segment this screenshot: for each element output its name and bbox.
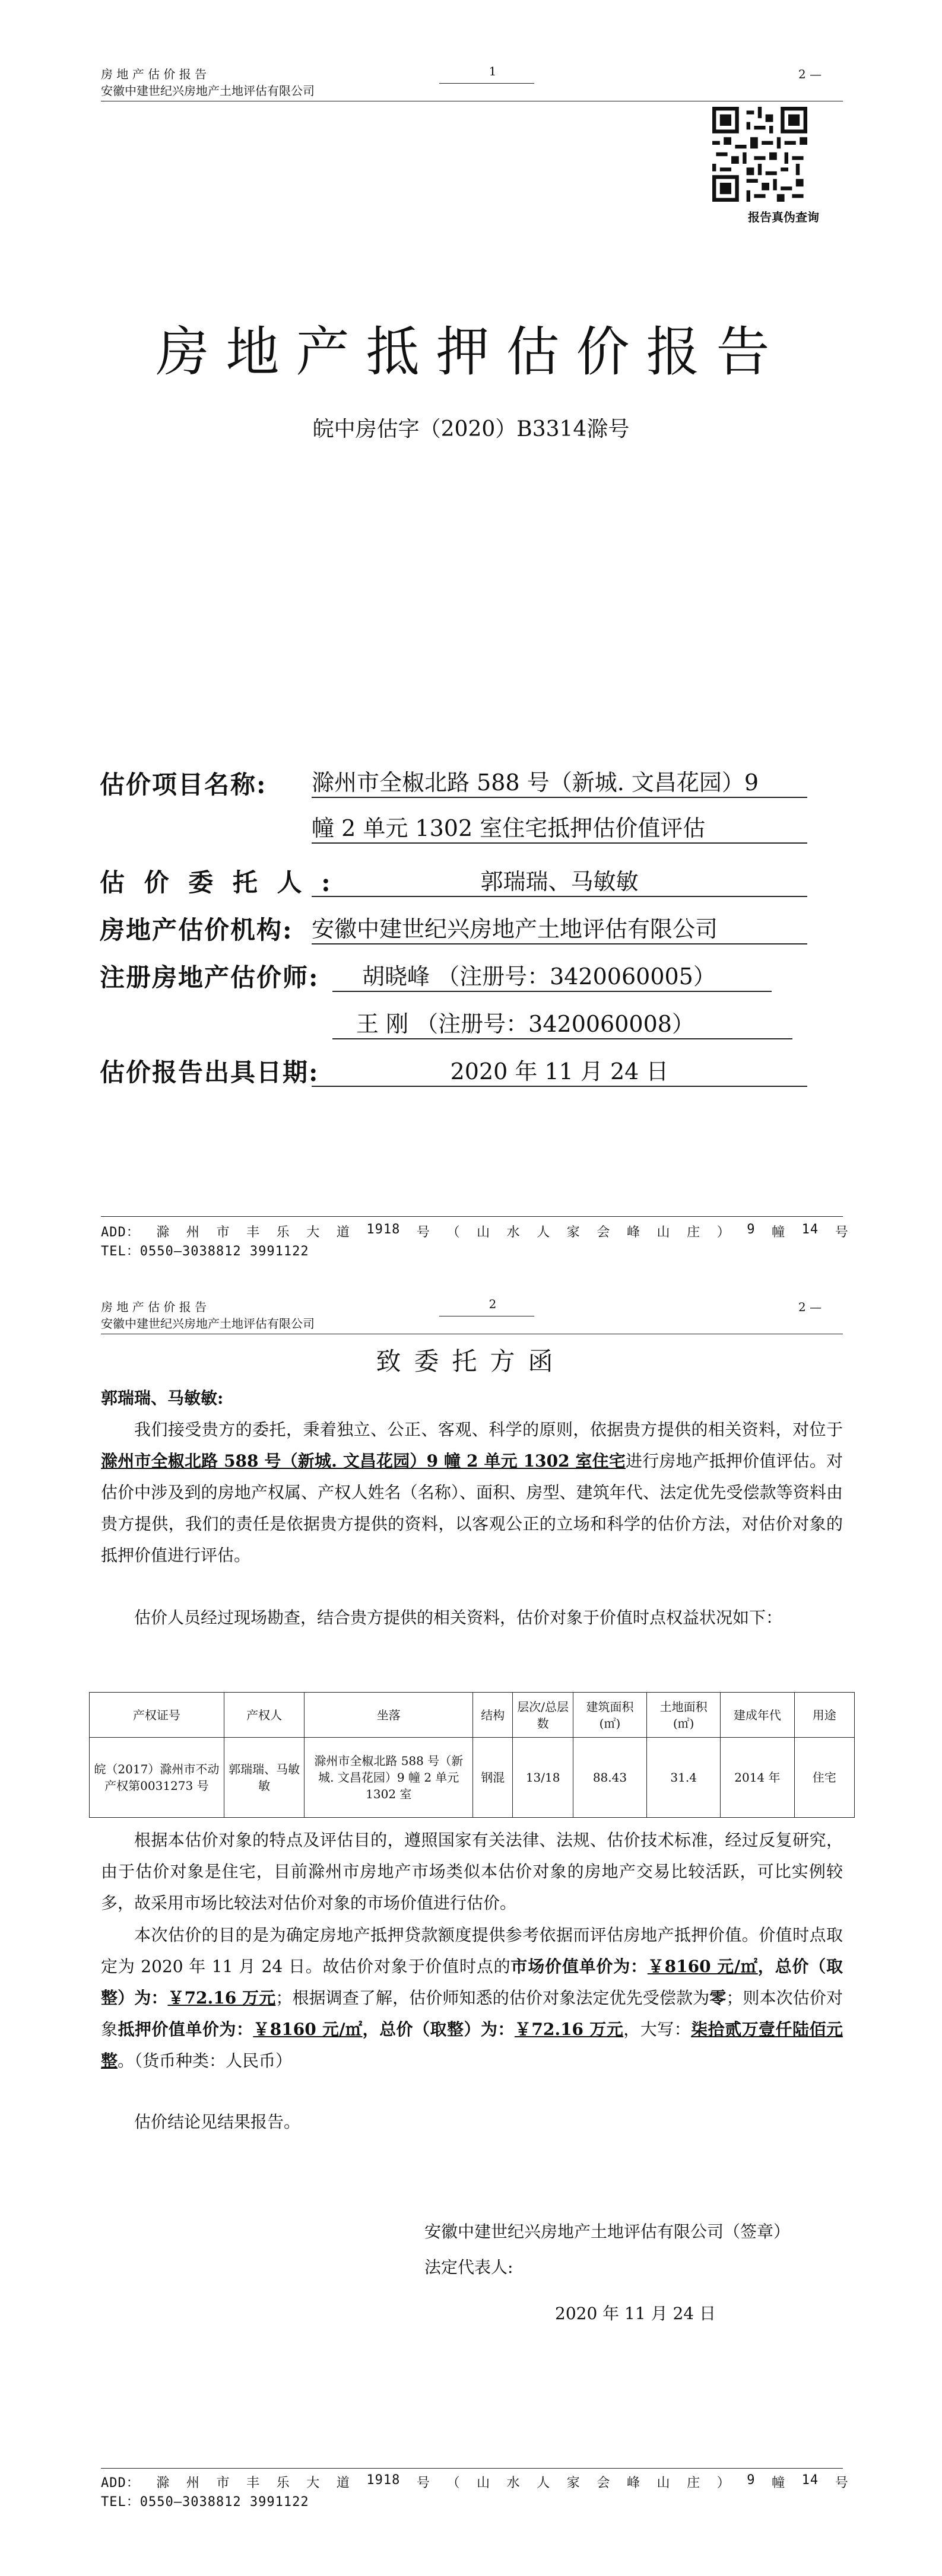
- table-header: 土地面积(㎡): [647, 1693, 721, 1738]
- footer-rule: [101, 2468, 843, 2469]
- table-cell: 钢混: [473, 1738, 513, 1818]
- table-header: 建筑面积(㎡): [573, 1693, 646, 1738]
- salutation: 郭瑞瑞、马敏敏:: [101, 1388, 224, 1408]
- table-row: [90, 1738, 855, 1818]
- page-total: 2 —: [798, 67, 822, 81]
- table-cell: 2014 年: [721, 1738, 794, 1818]
- table-cell: 皖（2017）滁州市不动产权第0031273 号: [90, 1738, 224, 1818]
- header-company: 安徽中建世纪兴房地产土地评估有限公司: [101, 84, 315, 98]
- market-total-label: ，总价（取整）为：: [101, 1957, 843, 2008]
- table-cell: 郭瑞瑞、马敏敏: [224, 1738, 305, 1818]
- addr-part: 丰: [246, 2476, 261, 2491]
- addr-part: 会: [597, 1225, 611, 1240]
- issue-date-value: 2020 年 11 月 24 日: [312, 1053, 807, 1087]
- addr-part: 道: [336, 1225, 350, 1240]
- agency-label: 房地产估价机构:: [100, 915, 293, 944]
- addr-part: 9: [747, 2473, 756, 2488]
- addr-part: 庄: [687, 1225, 701, 1240]
- addr-part: 山: [656, 1225, 671, 1240]
- footer-address: [101, 2473, 849, 2491]
- footer-address: [101, 1222, 849, 1241]
- appraiser-1: 胡晓峰 （注册号：3420060005）: [332, 958, 772, 992]
- table-header-row: [90, 1693, 855, 1738]
- addr-part: 市: [216, 1225, 230, 1240]
- addr-part: 幢: [772, 1225, 786, 1240]
- signature-date: 2020 年 11 月 24 日: [555, 2304, 716, 2323]
- addr-part: 大: [306, 2476, 321, 2491]
- market-unit-label: 市场价值单价为：: [510, 1957, 648, 1976]
- para4-text: ；则本次估价对象: [101, 1988, 843, 2039]
- priority-claims-value: 零: [709, 1988, 727, 2008]
- para1-text-rest: 进行房地产抵押价值评估。对估价中涉及到的房地产权属、产权人姓名（名称）、面积、房型、建筑年代、法定优先受偿款等资料由贵方提供，我们的责任是依据贵方提供的资料，以客观公正的立场和科学的估价方法，对估价对象的抵押价值进行评估。: [101, 1451, 843, 1565]
- addr-part: 州: [186, 2476, 200, 2491]
- footer-rule: [101, 1216, 843, 1217]
- table-header: 用途: [794, 1693, 855, 1738]
- amount-in-words: 柒拾贰万壹仟陆佰元整: [101, 2020, 843, 2071]
- signature-company: 安徽中建世纪兴房地产土地评估有限公司（签章）: [424, 2222, 791, 2241]
- header-title: 房 地 产 估 价 报 告: [101, 1300, 207, 1314]
- addr-part: 道: [336, 2476, 350, 2491]
- addr-part: 乐: [276, 1225, 290, 1240]
- addr-part: 峰: [626, 2476, 640, 2491]
- addr-part: 人: [537, 1225, 551, 1240]
- issue-date-label: 估价报告出具日期:: [100, 1058, 319, 1087]
- table-header: 产权人: [224, 1693, 305, 1738]
- paragraph-3: 根据本估价对象的特点及评估目的，遵照国家有关法律、法规、估价技术标准，经过反复研究，由于估价对象是住宅，目前滁州市房地产市场类似本估价对象的房地产交易比较活跃，可比实例较多，故采用市场比较法对估价对象的市场价值进行估价。: [101, 1830, 843, 1913]
- addr-part: 号: [835, 1225, 849, 1240]
- addr-part: 1918: [366, 1222, 401, 1237]
- header-title: 房 地 产 估 价 报 告: [101, 67, 207, 81]
- addr-part: 人: [537, 2476, 551, 2491]
- addr-part: 峰: [626, 1225, 640, 1240]
- table-header: 层次/总层数: [513, 1693, 573, 1738]
- addr-part: 14: [801, 2473, 819, 2488]
- addr-part: ）: [716, 1225, 731, 1240]
- footer-tel: TEL：0550—3038812 3991122: [101, 1244, 309, 1259]
- para4-text: 本次估价的目的是为确定房地产抵押贷款额度提供参考依据而评估房地产抵押价值。价值时点取定为 2020 年 11 月 24 日。故估价对象于价值时点的: [101, 1925, 843, 1976]
- project-value-line2: 幢 2 单元 1302 室住宅抵押估价值评估: [312, 810, 807, 844]
- addr-part: 9: [747, 1222, 756, 1237]
- page-total: 2 —: [798, 1300, 822, 1314]
- addr-part: 滁: [156, 1225, 170, 1240]
- addr-part: 大: [306, 1225, 321, 1240]
- page-number: 1: [489, 64, 497, 78]
- addr-part: 家: [566, 2476, 581, 2491]
- addr-part: ADD：: [101, 1225, 140, 1240]
- addr-part: 家: [566, 1225, 581, 1240]
- project-label: 估价项目名称:: [100, 770, 267, 799]
- para4-text: 。（货币种类：人民币）: [118, 2051, 293, 2071]
- addr-part: 山: [656, 2476, 671, 2491]
- mortgage-total-label: ，总价（取整）为：: [362, 2020, 515, 2039]
- mortgage-unit-value: ￥8160 元/㎡: [253, 2020, 363, 2039]
- addr-part: 山: [477, 1225, 491, 1240]
- para1-text: 我们接受贵方的委托，秉着独立、公正、客观、科学的原则，依据贵方提供的相关资料，对位于: [134, 1420, 843, 1439]
- addr-part: 州: [186, 1225, 200, 1240]
- addr-part: 乐: [276, 2476, 290, 2491]
- footer-tel: TEL：0550—3038812 3991122: [101, 2495, 309, 2510]
- addr-part: （: [446, 1225, 461, 1240]
- paragraph-5: 估价结论见结果报告。: [134, 2112, 301, 2132]
- table-cell: 滁州市全椒北路 588 号（新城. 文昌花园）9 幢 2 单元 1302 室: [305, 1738, 473, 1818]
- addr-part: 丰: [246, 1225, 261, 1240]
- report-title: 房地产抵押估价报告: [156, 321, 786, 383]
- qr-code-icon[interactable]: [712, 107, 807, 202]
- table-cell: 住宅: [794, 1738, 855, 1818]
- addr-part: 水: [506, 2476, 521, 2491]
- paragraph-4: [101, 1919, 843, 2076]
- addr-part: 水: [506, 1225, 521, 1240]
- table-cell: 31.4: [647, 1738, 721, 1818]
- addr-part: 滁: [156, 2476, 170, 2491]
- table-header: 坐落: [305, 1693, 473, 1738]
- signature-rep: 法定代表人:: [424, 2257, 513, 2277]
- document-number: 皖中房估字（2020）B3314滁号: [312, 417, 630, 441]
- addr-part: ）: [716, 2476, 731, 2491]
- para4-text: ，大写：: [623, 2020, 692, 2039]
- paragraph-1: [101, 1414, 843, 1571]
- project-value-line1: 滁州市全椒北路 588 号（新城. 文昌花园）9: [312, 764, 807, 798]
- page-number-line: [439, 83, 534, 84]
- table-header: 产权证号: [90, 1693, 224, 1738]
- table-header: 建成年代: [721, 1693, 794, 1738]
- header-company: 安徽中建世纪兴房地产土地评估有限公司: [101, 1316, 315, 1331]
- addr-part: 号: [416, 1225, 430, 1240]
- client-value: 郭瑞瑞、马敏敏: [312, 863, 807, 897]
- letter-heading: 致委托方函: [376, 1347, 566, 1376]
- para4-text: ；根据调查了解，估价师知悉的估价对象法定优先受偿款为: [275, 1988, 710, 2008]
- para1-property: 滁州市全椒北路 588 号（新城. 文昌花园）9 幢 2 单元 1302 室住宅: [101, 1451, 626, 1471]
- market-unit-value: ￥8160 元/㎡: [647, 1957, 758, 1976]
- table-cell: 88.43: [573, 1738, 646, 1818]
- addr-part: 市: [216, 2476, 230, 2491]
- addr-part: ADD：: [101, 2476, 140, 2491]
- mortgage-unit-label: 抵押价值单价为：: [118, 2020, 253, 2039]
- addr-part: 14: [801, 1222, 819, 1237]
- appraiser-label: 注册房地产估价师:: [100, 963, 319, 992]
- addr-part: 1918: [366, 2473, 401, 2488]
- table-cell: 13/18: [513, 1738, 573, 1818]
- page-number: 2: [489, 1297, 497, 1311]
- market-total-value: ￥72.16 万元: [167, 1988, 276, 2008]
- qr-caption: 报告真伪查询: [748, 210, 819, 224]
- addr-part: 会: [597, 2476, 611, 2491]
- paragraph-2: 估价人员经过现场勘查，结合贵方提供的相关资料，估价对象于价值时点权益状况如下：: [134, 1608, 783, 1627]
- agency-value: 安徽中建世纪兴房地产土地评估有限公司: [312, 911, 807, 944]
- property-table: [89, 1692, 855, 1818]
- appraiser-2: 王 刚 （注册号：3420060008）: [332, 1006, 792, 1039]
- client-label: 估 价 委 托 人 :: [100, 868, 336, 897]
- table-header: 结构: [473, 1693, 513, 1738]
- addr-part: 幢: [772, 2476, 786, 2491]
- addr-part: （: [446, 2476, 461, 2491]
- mortgage-total-value: ￥72.16 万元: [514, 2020, 624, 2039]
- addr-part: 山: [477, 2476, 491, 2491]
- addr-part: 号: [416, 2476, 430, 2491]
- addr-part: 庄: [687, 2476, 701, 2491]
- addr-part: 号: [835, 2476, 849, 2491]
